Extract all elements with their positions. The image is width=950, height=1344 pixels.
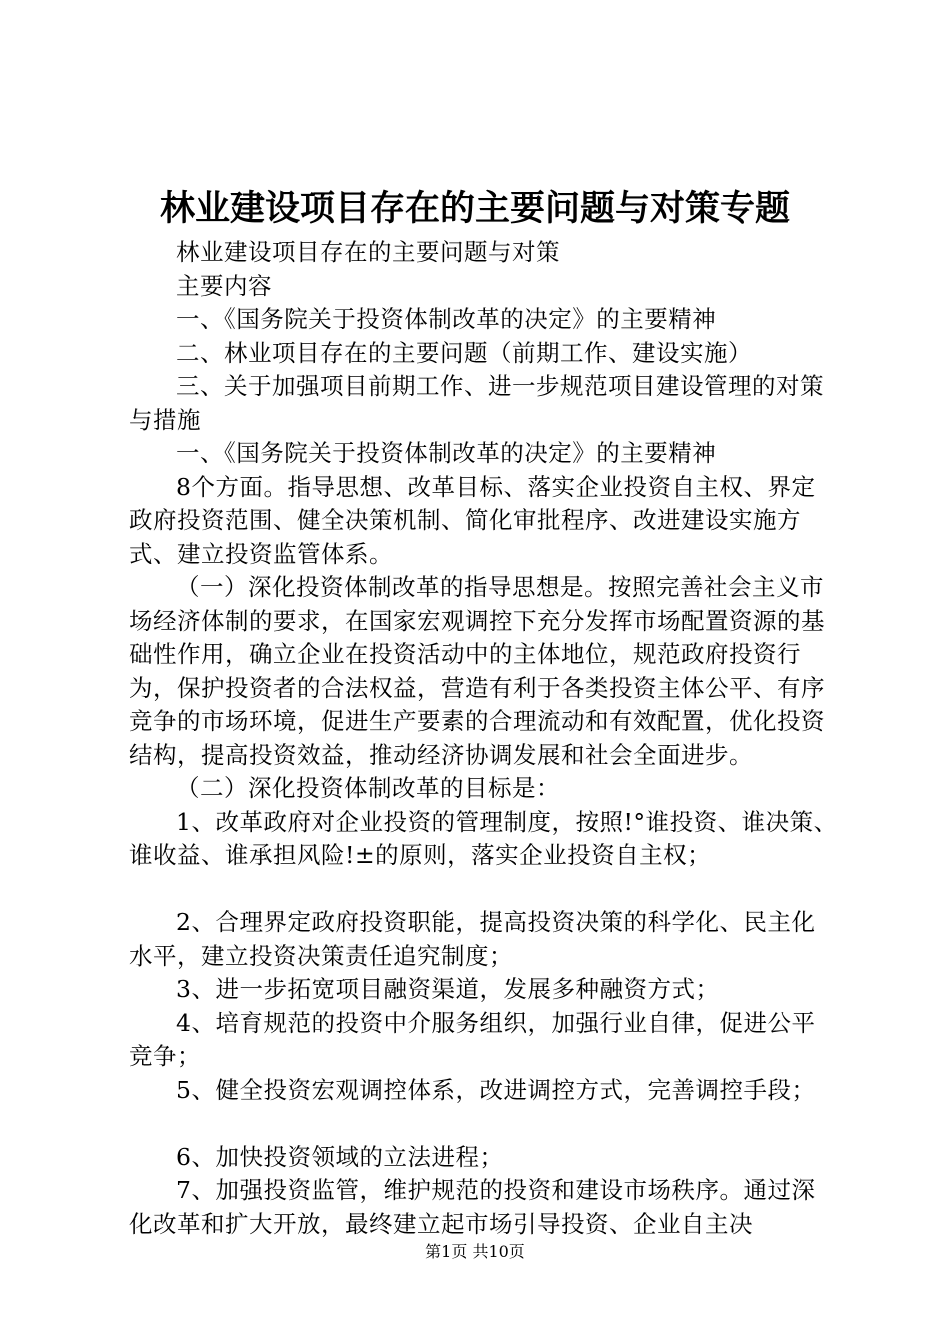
paragraph-contents-item-1: 一、《国务院关于投资体制改革的决定》的主要精神 [176, 305, 717, 333]
paragraph-section-1-heading: 一、《国务院关于投资体制改革的决定》的主要精神 [176, 439, 717, 467]
paragraph-eight-aspects: 8个方面。指导思想、改革目标、落实企业投资自主权、界定政府投资范围、健全决策机制、简化审批程序、改进建设实施方式、建立投资监管体系。 [129, 472, 816, 568]
page-footer: 第1页 共10页 [425, 1242, 525, 1261]
paragraph-contents-item-3: 三、关于加强项目前期工作、进一步规范项目建设管理的对策与措施 [129, 372, 824, 434]
paragraph-contents-heading: 主要内容 [176, 271, 272, 300]
paragraph-goal-5: 5、健全投资宏观调控体系，改进调控方式，完善调控手段； [176, 1075, 816, 1104]
paragraph-goal-4: 4、培育规范的投资中介服务组织，加强行业自律，促进公平竞争； [129, 1008, 816, 1070]
paragraph-goal-2: 2、合理界定政府投资职能，提高投资决策的科学化、民主化水平，建立投资决策责任追究制度； [129, 908, 816, 970]
document-body [129, 236, 839, 1241]
paragraph-contents-item-2: 二、林业项目存在的主要问题（前期工作、建设实施） [176, 338, 752, 367]
paragraph-guiding-ideology: （一）深化投资体制改革的指导思想是。按照完善社会主义市场经济体制的要求，在国家宏观调控下充分发挥市场配置资源的基础性作用，确立企业在投资活动中的主体地位，规范政府投资行为，保护投资者的合法权益，营造有利于各类投资主体公平、有序竞争的市场环境，促进生产要素的合理流动和有效配置，优化投资结构，提高投资效益，推动经济协调发展和社会全面进步。 [129, 573, 825, 769]
paragraph-goal-7: 7、加强投资监管，维护规范的投资和建设市场秩序。通过深化改革和扩大开放，最终建立起市场引导投资、企业自主决 [129, 1176, 816, 1238]
paragraph-goal-3: 3、进一步拓宽项目融资渠道，发展多种融资方式； [176, 975, 720, 1003]
paragraph-goal-1: 1、改革政府对企业投资的管理制度，按照!°谁投资、谁决策、谁收益、谁承担风险!±的原则，落实企业投资自主权； [129, 807, 838, 869]
paragraph-subtitle: 林业建设项目存在的主要问题与对策 [176, 238, 560, 266]
paragraph-goals-heading: （二）深化投资体制改革的目标是： [176, 774, 560, 802]
paragraph-goal-6: 6、加快投资领域的立法进程； [176, 1142, 504, 1171]
document-title: 林业建设项目存在的主要问题与对策专题 [159, 189, 790, 229]
